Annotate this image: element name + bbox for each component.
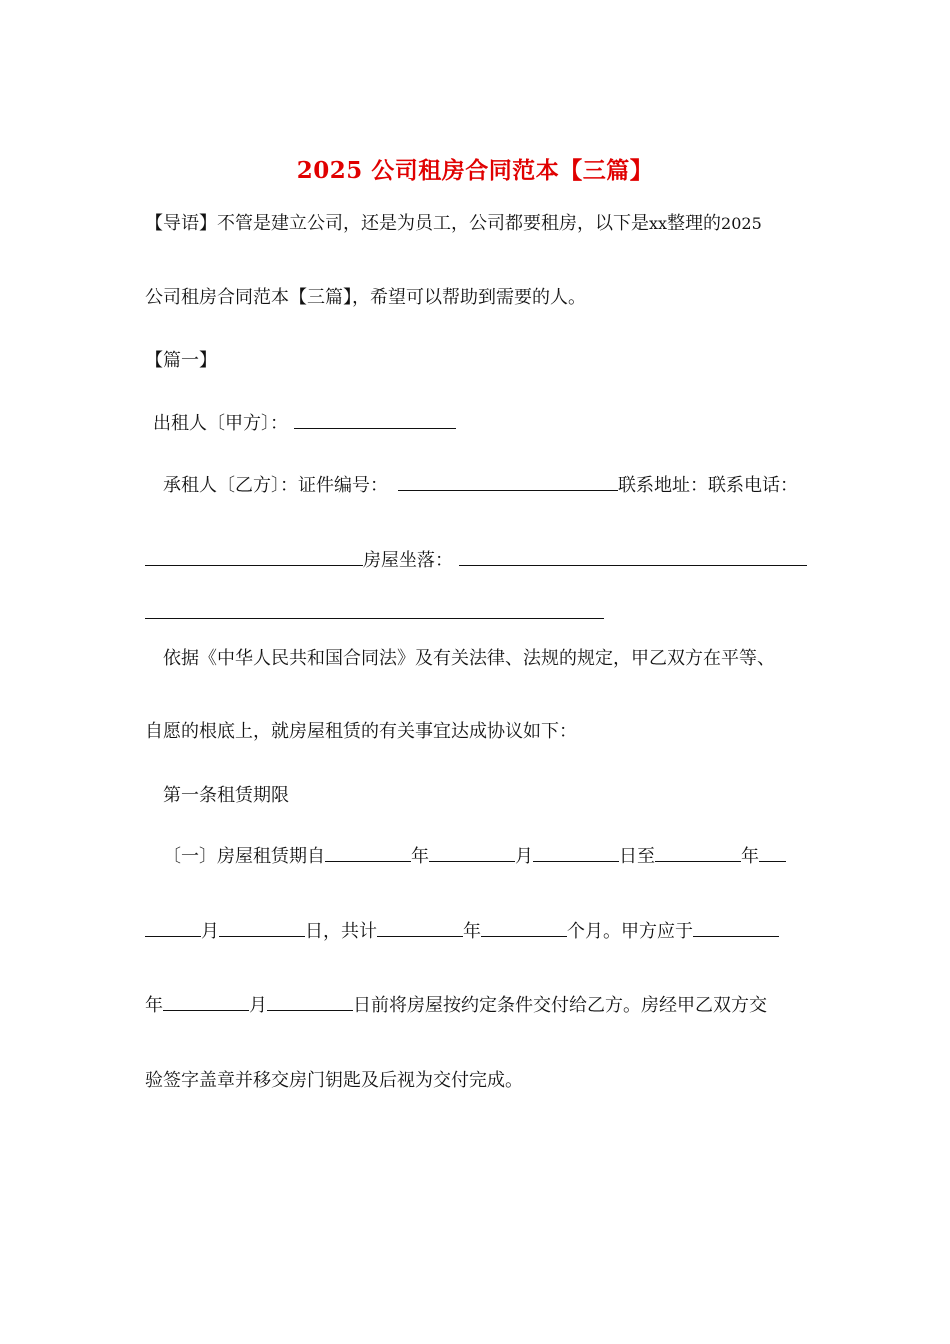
section-heading: 【篇一】 (145, 350, 217, 371)
total-years-blank[interactable] (377, 920, 463, 937)
intro-text: 【导语】不管是建立公司，还是为员工，公司都要租房，以下是 (145, 213, 649, 234)
lessee-label: 承租人〔乙方〕：证件编号： (163, 475, 388, 496)
term-line-3 (145, 994, 767, 1018)
end-day-blank[interactable] (219, 920, 305, 937)
end-month-blank-start[interactable] (759, 845, 786, 862)
article-1-title: 第一条租赁期限 (163, 785, 289, 806)
day-to-label: 日至 (619, 846, 655, 867)
location-blank[interactable] (459, 549, 807, 566)
month-label: 月 (201, 921, 219, 942)
location-label: 房屋坐落： (363, 550, 453, 571)
basis-line-1: 依据《中华人民共和国合同法》及有关法律、法规的规定，甲乙双方在平等、 (163, 648, 775, 669)
start-month-blank[interactable] (429, 845, 515, 862)
year-label: 年 (741, 846, 759, 867)
deliver-day-blank[interactable] (267, 994, 353, 1011)
contact-label: 联系地址：联系电话： (618, 475, 798, 496)
year-label: 年 (411, 846, 429, 867)
lessor-label: 出租人〔甲方〕： (153, 413, 288, 434)
intro-text-2: 整理的 (667, 213, 722, 234)
term-line-2 (145, 920, 779, 944)
month-label: 月 (249, 995, 267, 1016)
end-year-blank[interactable] (655, 845, 741, 862)
day-total-label: 日，共计 (305, 921, 377, 942)
id-number-blank[interactable] (398, 474, 618, 491)
basis-line-2: 自愿的根底上，就房屋租赁的有关事宜达成协议如下： (145, 721, 577, 742)
contact-blank[interactable] (145, 549, 363, 566)
intro-year: 2025 (721, 214, 762, 233)
document-title: 2025 公司租房合同范本【三篇】 (296, 157, 654, 184)
term-line-1 (163, 845, 786, 869)
final-line: 验签字盖章并移交房门钥匙及后视为交付完成。 (145, 1070, 523, 1091)
deliver-text: 日前将房屋按约定条件交付给乙方。房经甲乙双方交 (353, 995, 767, 1016)
term-prefix: 〔一〕房屋租赁期自 (163, 846, 325, 867)
lessee-line (163, 474, 798, 498)
end-month-blank[interactable] (145, 920, 201, 937)
month-label: 月 (515, 846, 533, 867)
deliver-label: 个月。甲方应于 (567, 921, 693, 942)
intro-line-1 (145, 212, 762, 236)
year-label: 年 (145, 995, 163, 1016)
deliver-month-blank[interactable] (163, 994, 249, 1011)
year-label: 年 (463, 921, 481, 942)
location-blank-continued[interactable] (145, 602, 604, 619)
intro-line-2: 公司租房合同范本【三篇】，希望可以帮助到需要的人。 (145, 287, 586, 308)
start-day-blank[interactable] (533, 845, 619, 862)
lessor-blank[interactable] (294, 412, 456, 429)
intro-xx: xx (649, 214, 668, 233)
start-year-blank[interactable] (325, 845, 411, 862)
contact-location-line (145, 549, 807, 573)
lessor-line (153, 412, 456, 436)
deliver-year-blank[interactable] (693, 920, 779, 937)
total-months-blank[interactable] (481, 920, 567, 937)
